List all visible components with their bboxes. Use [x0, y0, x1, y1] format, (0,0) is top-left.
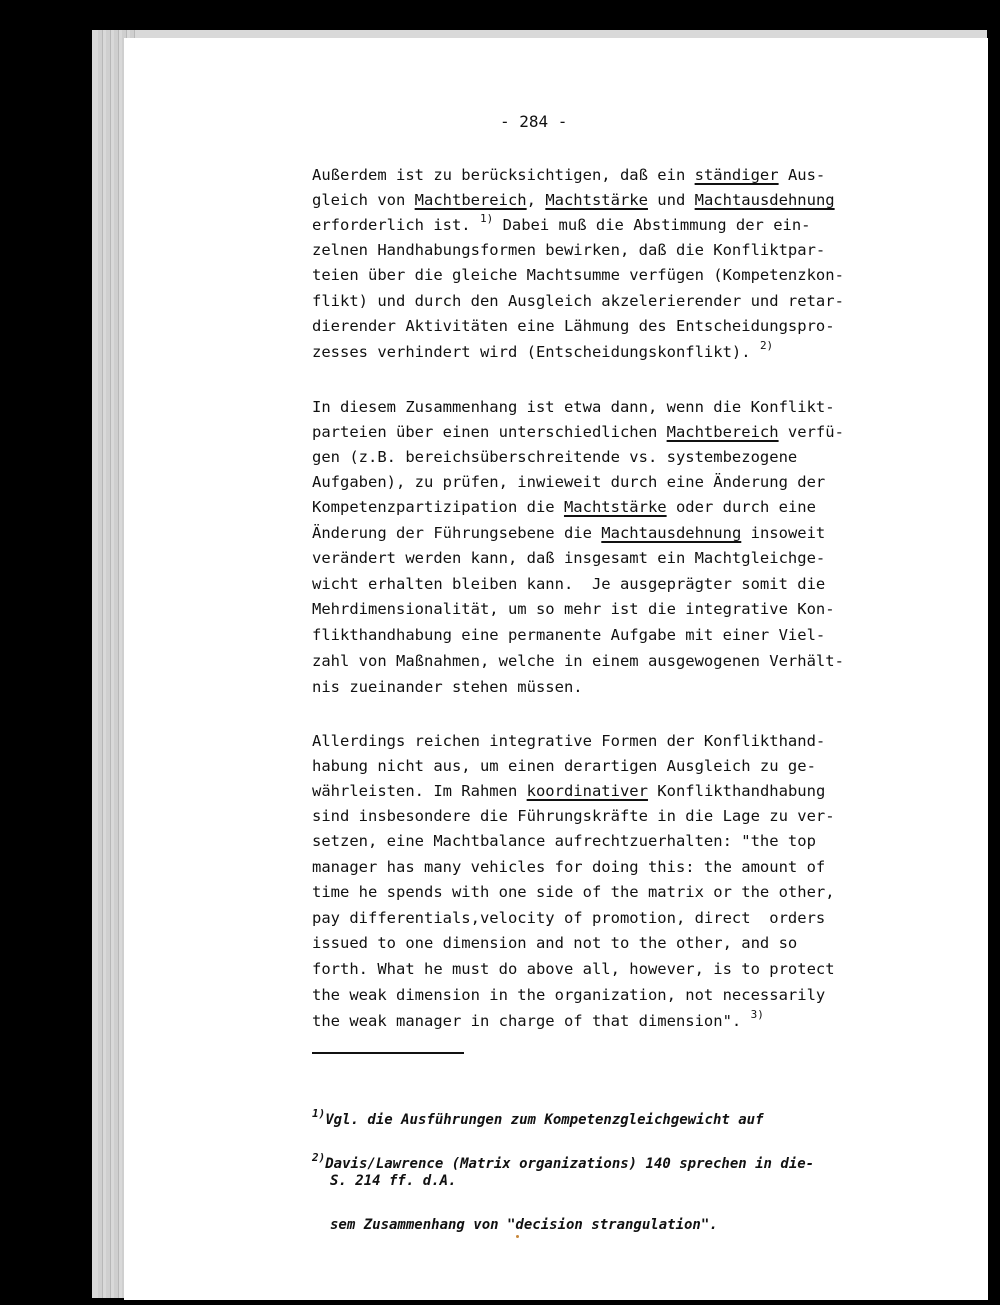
text: insoweit — [741, 524, 826, 542]
text: Vgl. die Ausführungen zum Kompetenzgleichgewicht auf — [325, 1112, 764, 1128]
page-edge — [98, 30, 103, 1298]
paper-speck — [516, 1235, 519, 1238]
text-line — [312, 521, 825, 545]
text: oder durch eine — [666, 498, 816, 516]
text-line: Allerdings reichen integrative Formen der Konflikthand- — [312, 732, 826, 750]
text-line: dierender Aktivitäten eine Lähmung des Entscheidungspro- — [312, 317, 835, 335]
text-line: Aufgaben), zu prüfen, inwieweit durch eine Änderung der — [312, 473, 826, 491]
footnote-reference: 3) — [750, 1008, 764, 1021]
footnote-separator — [312, 1052, 464, 1054]
text-line: In diesem Zusammenhang ist etwa dann, wenn die Konflikt- — [312, 398, 835, 416]
text: Änderung der Führungsebene die — [312, 524, 602, 542]
text-line — [312, 420, 844, 444]
footnote-2 — [312, 1114, 814, 1255]
paragraph-1 — [312, 163, 844, 361]
underlined-term: koordinativer — [526, 782, 648, 800]
text: , — [526, 191, 546, 209]
text-line — [312, 188, 835, 212]
text-line — [312, 495, 816, 519]
footnote-reference: 2) — [759, 339, 774, 352]
text-line — [312, 213, 811, 237]
paragraph-3 — [312, 729, 835, 1030]
text-line — [312, 340, 773, 364]
text-line — [312, 1009, 764, 1033]
text: Konflikthandhabung — [647, 782, 826, 800]
underlined-term: Machtbereich — [414, 191, 527, 209]
text-line: flikthandhabung eine permanente Aufgabe mit einer Viel- — [312, 626, 826, 644]
footnote-line — [312, 1215, 814, 1235]
text-line: forth. What he must do above all, however, is to protect — [312, 960, 835, 978]
text-line: setzen, eine Machtbalance aufrechtzuerhalten: "the top — [312, 832, 816, 850]
text: S. 214 ff. d.A. — [330, 1173, 457, 1189]
text-line: zelnen Handhabungsformen bewirken, daß die Konfliktpar- — [312, 241, 826, 259]
page-number: - 284 - — [500, 112, 568, 131]
text-line: nis zueinander stehen müssen. — [312, 678, 583, 696]
footnote-marker: 1) — [312, 1107, 326, 1120]
page-edge — [106, 30, 111, 1298]
underlined-term: Machtausdehnung — [601, 524, 742, 542]
footnote-reference: 1) — [479, 212, 494, 225]
text: sem Zusammenhang von "decision strangulation". — [330, 1217, 718, 1233]
text: verfü- — [778, 423, 844, 441]
underlined-term: Machtbereich — [666, 423, 779, 441]
text: Dabei muß die Abstimmung der ein- — [493, 216, 811, 234]
text-line — [312, 779, 825, 803]
text: Kompetenzpartizipation die — [312, 498, 564, 516]
text: währleisten. Im Rahmen — [312, 782, 527, 800]
text: parteien über einen unterschiedlichen — [312, 423, 667, 441]
underlined-term: Machtstärke — [545, 191, 648, 209]
text-line — [312, 163, 825, 187]
underlined-term: ständiger — [694, 166, 779, 184]
text-line: teien über die gleiche Machtsumme verfügen (Kompetenzkon- — [312, 266, 844, 284]
page-edge — [114, 30, 119, 1298]
text-line: sind insbesondere die Führungskräfte in die Lage zu ver- — [312, 807, 835, 825]
text-line: time he spends with one side of the matrix or the other, — [312, 883, 835, 901]
text-line: verändert werden kann, daß insgesamt ein Machtgleichge- — [312, 549, 826, 567]
underlined-term: Machtstärke — [563, 498, 667, 516]
paragraph-2 — [312, 395, 844, 696]
underlined-term: Machtausdehnung — [694, 191, 835, 209]
text-line: habung nicht aus, um einen derartigen Ausgleich zu ge- — [312, 757, 816, 775]
footnote-line — [312, 1151, 815, 1175]
text-line: Mehrdimensionalität, um so mehr ist die integrative Kon- — [312, 600, 835, 618]
footnote-marker: 2) — [312, 1151, 326, 1164]
text-line: flikt) und durch den Ausgleich akzelerierender und retar- — [312, 292, 844, 310]
text: zesses verhindert wird (Entscheidungskonflikt). — [312, 343, 760, 361]
text: und — [647, 191, 695, 209]
text-line: zahl von Maßnahmen, welche in einem ausgewogenen Verhält- — [312, 652, 844, 670]
text: the weak manager in charge of that dimension". — [312, 1012, 751, 1030]
text: gleich von — [312, 191, 415, 209]
text-line: pay differentials,velocity of promotion, direct orders — [312, 909, 826, 927]
text-line: manager has many vehicles for doing this: the amount of — [312, 858, 826, 876]
text: erforderlich ist. — [312, 216, 480, 234]
text-line: gen (z.B. bereichsüberschreitende vs. systembezogene — [312, 448, 798, 466]
text: Außerdem ist zu berücksichtigen, daß ein — [312, 166, 695, 184]
text-line: the weak dimension in the organization, not necessarily — [312, 986, 826, 1004]
text: Davis/Lawrence (Matrix organizations) 140 sprechen in die- — [325, 1156, 815, 1172]
text-line: wicht erhalten bleiben kann. Je ausgeprägter somit die — [312, 575, 826, 593]
text-line: issued to one dimension and not to the other, and so — [312, 934, 798, 952]
text: Aus- — [778, 166, 826, 184]
